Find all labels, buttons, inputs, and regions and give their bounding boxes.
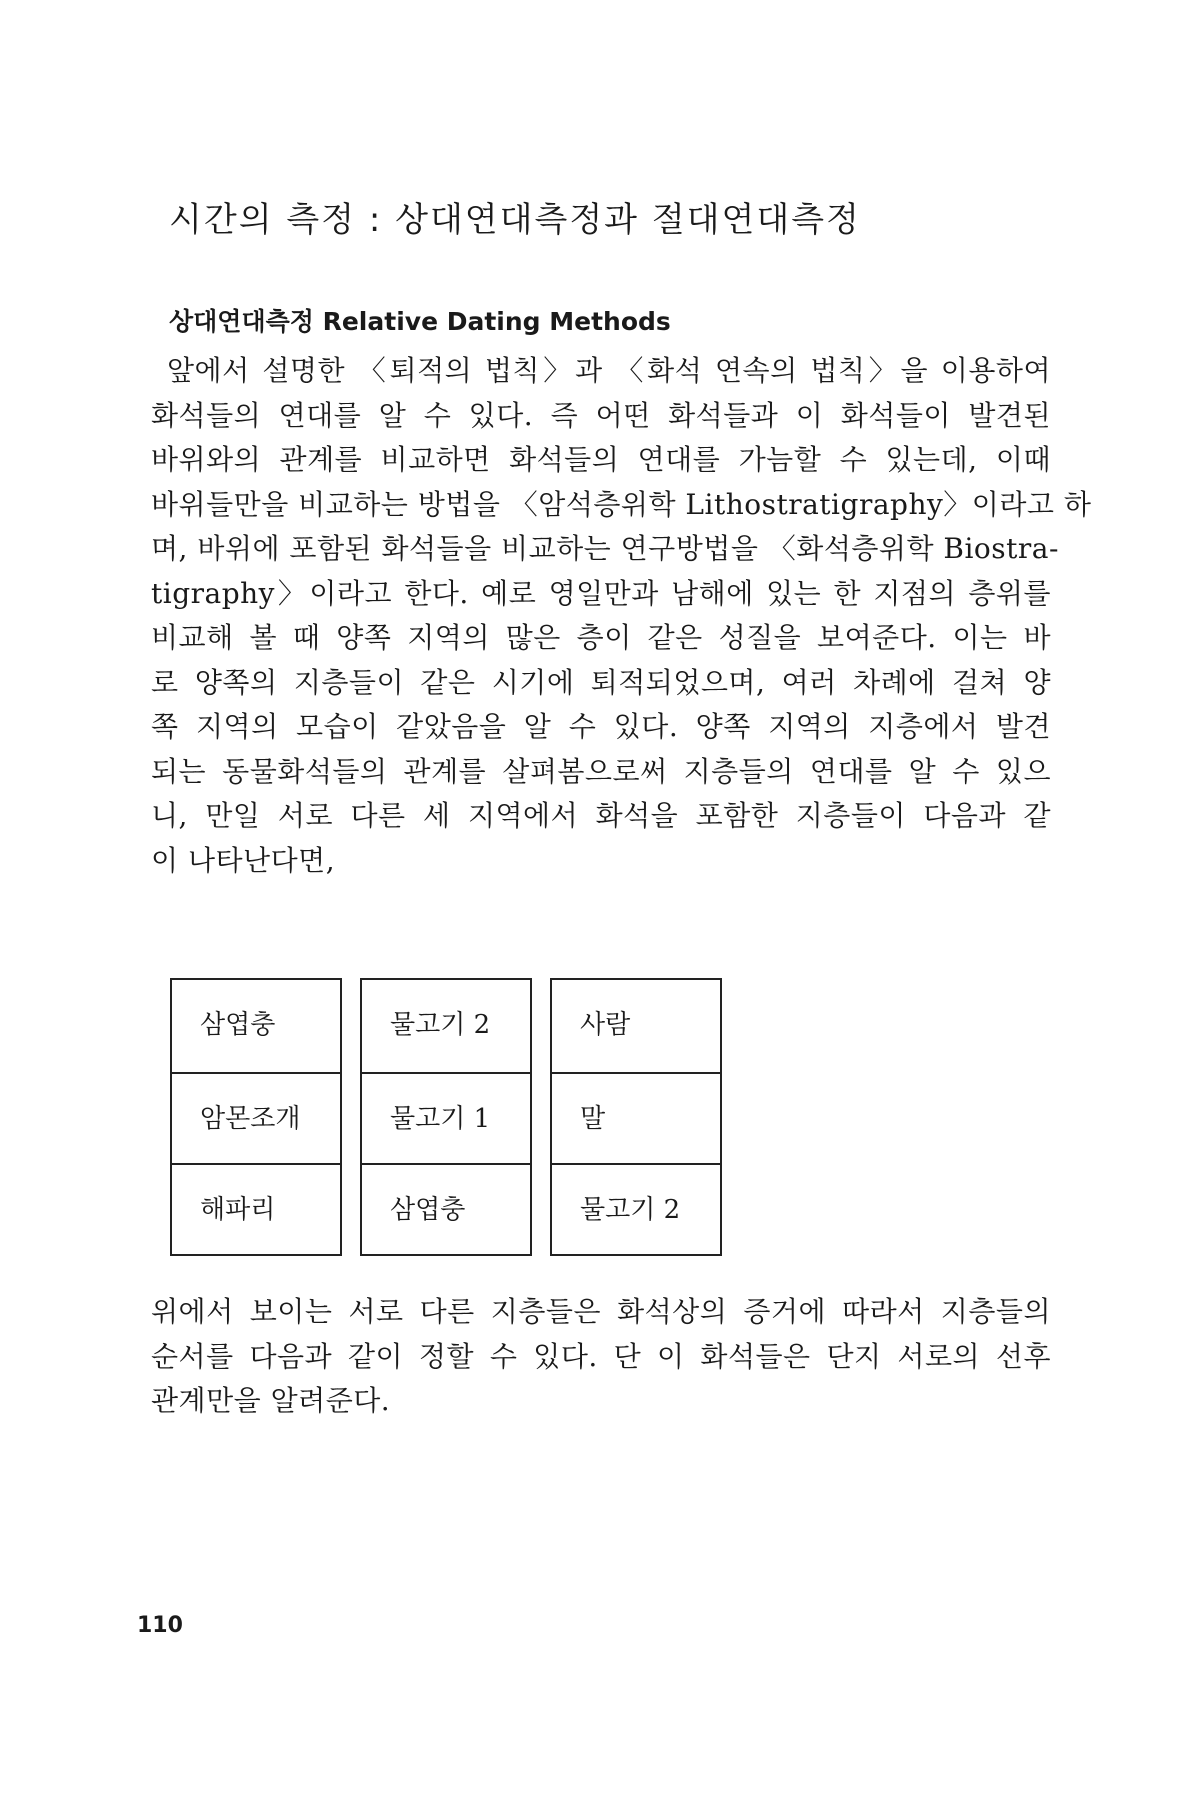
stratum-cell: 사람 [580,1010,631,1040]
stratum-cell: 말 [552,1072,720,1162]
paragraph-line: 화석들의 연대를 알 수 있다. 즉 어떤 화석들과 이 화석들이 발견된 [151,398,1051,432]
paragraph-line: 이 나타난다면, [151,843,336,877]
paragraph-line: 되는 동물화석들의 관계를 살펴봄으로써 지층들의 연대를 알 수 있으 [151,754,1051,788]
stratum-cell: 물고기 2 [552,1163,720,1253]
paragraph-line: 앞에서 설명한 〈퇴적의 법칙〉과 〈화석 연속의 법칙〉을 이용하여 [167,354,1051,387]
paragraph-line: 로 양쪽의 지층들이 같은 시기에 퇴적되었으며, 여러 차례에 걸쳐 양 [151,665,1051,699]
paragraph-line: 위에서 보이는 서로 다른 지층들은 화석상의 증거에 따라서 지층들의 [151,1295,1051,1328]
paragraph-line: 쪽 지역의 모습이 같았음을 알 수 있다. 양쪽 지역의 지층에서 발견 [151,710,1051,743]
stratum-cell: 물고기 2 [390,1010,491,1040]
paragraph-line: 바위들만을 비교하는 방법을 〈암석층위학 Lithostratigraphy〉이라고 하 [151,487,1092,521]
page-number: 110 [137,1613,183,1638]
strata-column-2 [360,978,532,1256]
paragraph-line: 바위와의 관계를 비교하면 화석들의 연대를 가늠할 수 있는데, 이때 [151,443,1051,476]
section-title: 시간의 측정 : 상대연대측정과 절대연대측정 [169,200,861,240]
stratum-cell: 삼엽충 [200,1010,276,1040]
strata-column-1 [170,978,342,1256]
strata-column-3 [550,978,722,1256]
paragraph-line: 니, 만일 서로 다른 세 지역에서 화석을 포함한 지층들이 다음과 같 [151,799,1051,832]
paragraph-line: 관계만을 알려준다. [151,1384,391,1417]
paragraph-line: 순서를 다음과 같이 정할 수 있다. 단 이 화석들은 단지 서로의 선후 [151,1339,1051,1373]
paragraph-1 [151,349,1092,883]
stratum-cell: 해파리 [172,1163,340,1253]
paragraph-line: 며, 바위에 포함된 화석들을 비교하는 연구방법을 〈화석층위학 Biostra- [151,532,1059,565]
paragraph-line: tigraphy〉이라고 한다. 예로 영일만과 남해에 있는 한 지점의 층위를 [151,576,1051,610]
stratum-cell: 물고기 1 [362,1072,530,1162]
paragraph-2 [151,1290,1051,1424]
stratum-cell: 삼엽충 [362,1163,530,1253]
stratum-cell: 암몬조개 [172,1072,340,1162]
strata-diagram [170,978,726,1254]
paragraph-line: 비교해 볼 때 양쪽 지역의 많은 층이 같은 성질을 보여준다. 이는 바 [151,621,1051,654]
subsection-heading: 상대연대측정 Relative Dating Methods [169,307,671,336]
